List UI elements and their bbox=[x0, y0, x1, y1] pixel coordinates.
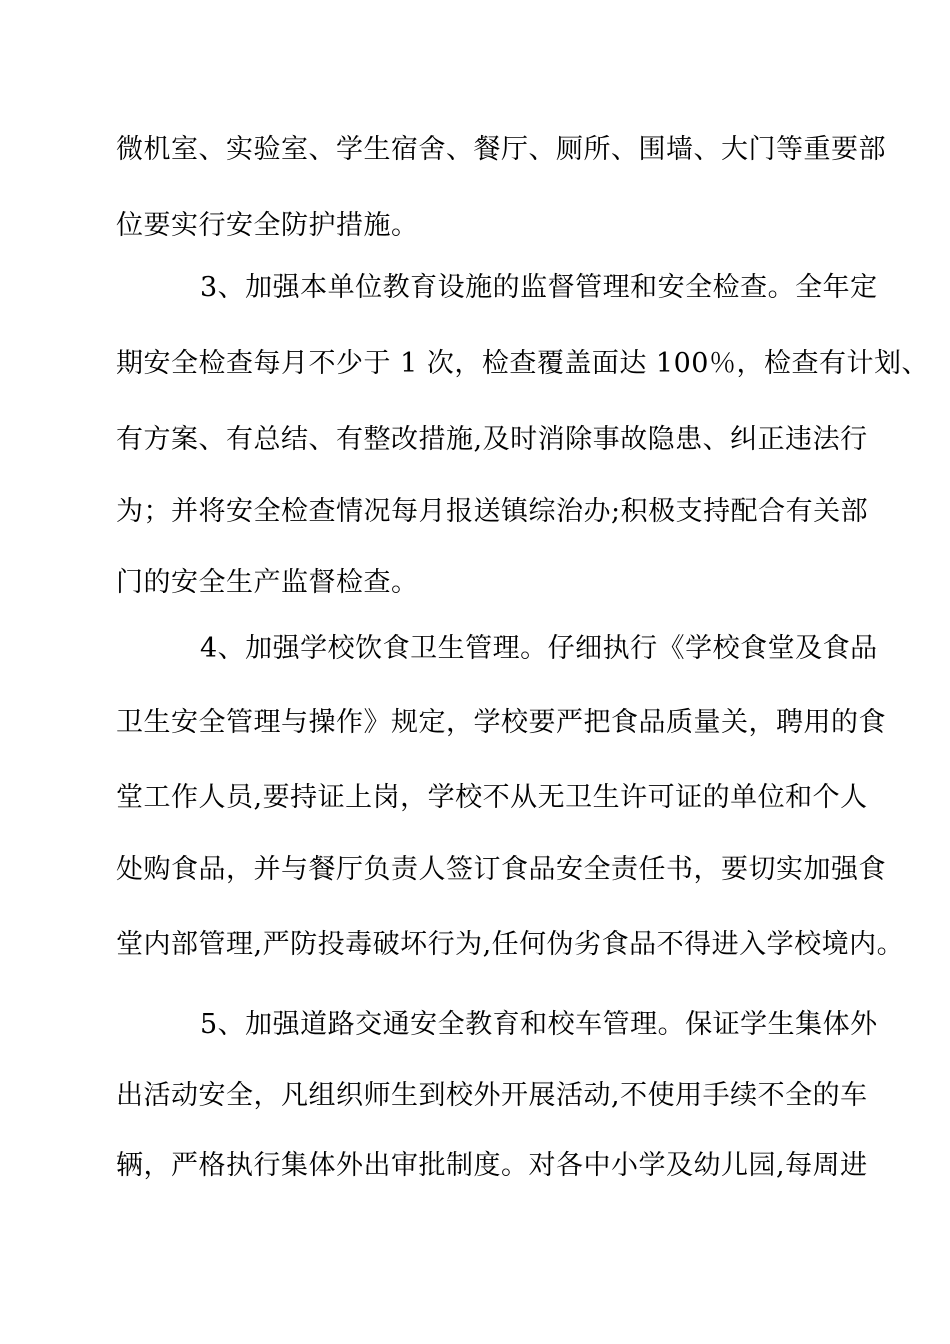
text-line: 处购食品，并与餐厅负责人签订食品安全责任书，要切实加强食 bbox=[116, 854, 886, 885]
text-line: 卫生安全管理与操作》规定，学校要严把食品质量关，聘用的食 bbox=[116, 707, 886, 738]
text-line: 有方案、有总结、有整改措施,及时消除事故隐患、纠正违法行 bbox=[116, 424, 868, 455]
paragraph-start-line: 3、加强本单位教育设施的监督管理和安全检查。全年定 bbox=[200, 272, 878, 303]
text-line: 位要实行安全防护措施。 bbox=[116, 210, 419, 241]
text-line: 辆，严格执行集体外出审批制度。对各中小学及幼儿园,每周进 bbox=[116, 1150, 868, 1181]
text-line: 堂工作人员,要持证上岗，学校不从无卫生许可证的单位和个人 bbox=[116, 782, 868, 813]
text-line: 门的安全生产监督检查。 bbox=[116, 567, 419, 598]
text-line: 期安全检查每月不少于 1 次，检查覆盖面达 100％，检查有计划、 bbox=[116, 348, 929, 379]
text-line: 出活动安全，凡组织师生到校外开展活动,不使用手续不全的车 bbox=[116, 1080, 868, 1111]
text-line: 微机室、实验室、学生宿舍、餐厅、厕所、围墙、大门等重要部 bbox=[116, 134, 886, 165]
text-line: 为；并将安全检查情况每月报送镇综治办;积极支持配合有关部 bbox=[116, 496, 869, 527]
text-line: 堂内部管理,严防投毒破坏行为,任何伪劣食品不得进入学校境内。 bbox=[116, 929, 905, 960]
paragraph-start-line: 5、加强道路交通安全教育和校车管理。保证学生集体外 bbox=[200, 1009, 878, 1040]
paragraph-start-line: 4、加强学校饮食卫生管理。仔细执行《学校食堂及食品 bbox=[200, 633, 878, 664]
